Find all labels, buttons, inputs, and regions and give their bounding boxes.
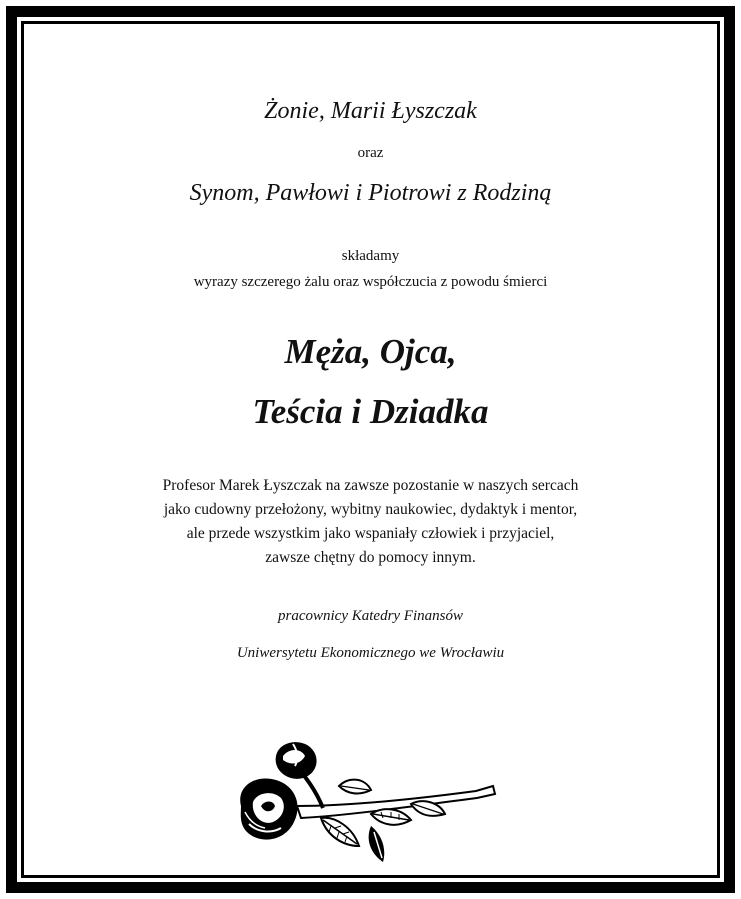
- condolence-line-2: wyrazy szczerego żalu oraz współczucia z powodu śmierci: [193, 274, 548, 290]
- tribute-line: ale przede wszystkim jako wspaniały człowiek i przyjaciel,: [186, 525, 555, 542]
- signature-line-1: pracownicy Katedry Finansów: [278, 608, 463, 624]
- deceased-title-2: Teścia i Dziadka: [252, 392, 489, 431]
- tribute-line: zawsze chętny do pomocy innym.: [265, 549, 476, 566]
- tribute-line: jako cudowny przełożony, wybitny naukowiec, dydaktyk i mentor,: [163, 501, 578, 518]
- rose-icon: [231, 736, 526, 871]
- obituary-card: [24, 24, 717, 875]
- condolence-line-1: składamy: [341, 248, 400, 264]
- tribute-line: Profesor Marek Łyszczak na zawsze pozostanie w naszych sercach: [162, 477, 579, 494]
- deceased-title-1: Męża, Ojca,: [284, 332, 457, 371]
- recipient-sons: Synom, Pawłowi i Piotrowi z Rodziną: [189, 180, 552, 206]
- recipient-wife: Żonie, Marii Łyszczak: [264, 98, 477, 124]
- connector-text: oraz: [357, 145, 384, 161]
- signature-line-2: Uniwersytetu Ekonomicznego we Wrocławiu: [236, 645, 505, 661]
